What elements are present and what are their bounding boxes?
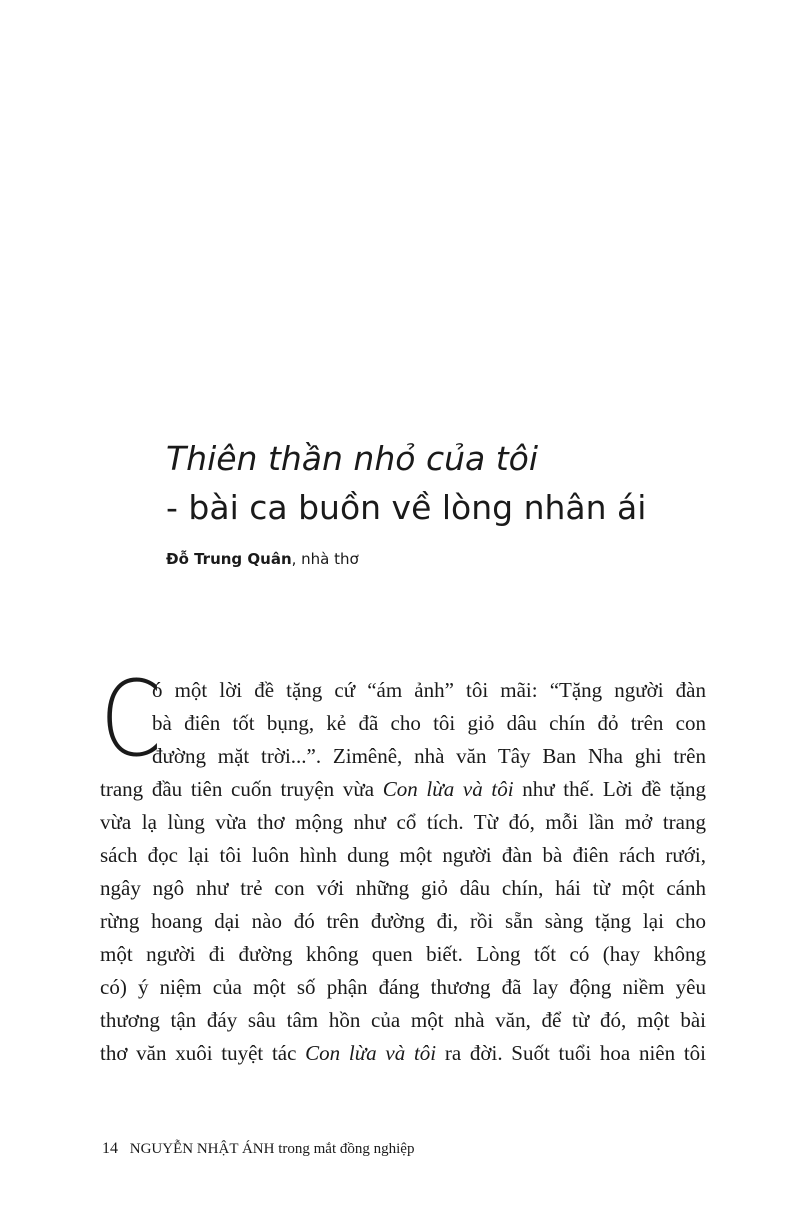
- page-footer: [102, 1140, 414, 1158]
- body-line-10: có) ý niệm của một số phận đáng thương đã lay động niềm yêu: [100, 975, 706, 999]
- body-line-5: vừa lạ lùng vừa thơ mộng như cổ tích. Từ đó, mỗi lần mở trang: [100, 810, 706, 834]
- body-paragraph: [100, 658, 706, 1070]
- running-title: NGUYỄN NHẬT ÁNH trong mắt đồng nghiệp: [129, 1141, 415, 1157]
- body-line-4-text-a: trang đầu tiên cuốn truyện vừa: [100, 777, 383, 801]
- chapter-heading: [166, 432, 726, 568]
- body-line-12-text-b: ra đời. Suốt tuổi hoa niên tôi: [436, 1041, 706, 1065]
- body-line-6: sách đọc lại tôi luôn hình dung một người đàn bà điên rách rưới,: [100, 843, 706, 867]
- byline-role: , nhà thơ: [291, 550, 359, 568]
- page-number: 14: [102, 1140, 118, 1157]
- body-line-7: ngây ngô như trẻ con với những giỏ dâu chín, hái từ một cánh: [100, 876, 706, 900]
- body-line-11: thương tận đáy sâu tâm hồn của một nhà văn, để từ đó, một bài: [100, 1008, 706, 1032]
- body-line-4: [100, 773, 706, 806]
- body-line-8: rừng hoang dại nào đó trên đường đi, rồi sẵn sàng tặng lại cho: [100, 909, 706, 933]
- body-line-9: một người đi đường không quen biết. Lòng tốt có (hay không: [100, 942, 706, 966]
- body-line-1: ó một lời đề tặng cứ “ám ảnh” tôi mãi: “Tặng người đàn: [152, 678, 706, 702]
- chapter-title-line-1: Thiên thần nhỏ của tôi: [166, 439, 539, 478]
- byline-author: Đỗ Trung Quân: [166, 550, 292, 568]
- body-line-12: [100, 1037, 706, 1070]
- body-line-3: đường mặt trời...”. Zimênê, nhà văn Tây Ban Nha ghi trên: [152, 744, 706, 768]
- book-title-italic-2: Con lừa và tôi: [305, 1041, 437, 1065]
- byline: [166, 550, 726, 568]
- body-line-2: bà điên tốt bụng, kẻ đã cho tôi giỏ dâu chín đỏ trên con: [152, 711, 706, 735]
- body-line-4-text-b: như thế. Lời đề tặng: [513, 777, 706, 801]
- chapter-title-line-2: - bài ca buồn về lòng nhân ái: [166, 488, 647, 527]
- body-line-12-text-a: thơ văn xuôi tuyệt tác: [100, 1041, 306, 1065]
- drop-cap: C: [100, 658, 162, 780]
- book-title-italic: Con lừa và tôi: [382, 777, 514, 801]
